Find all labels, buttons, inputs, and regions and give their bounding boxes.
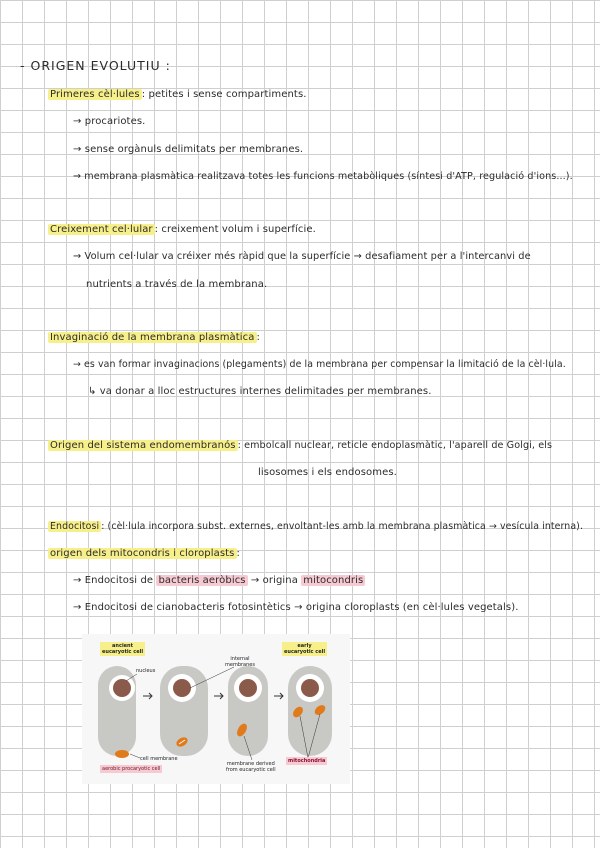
label-cell-membrane: cell membrane (140, 756, 178, 762)
sub-bullet: ↳ va donar a lloc estructures internes delimitades per membranes. (88, 386, 432, 397)
section-heading: Invaginació de la membrana plasmàtica (50, 332, 255, 343)
section-heading: origen dels mitocondris i cloroplasts (50, 548, 235, 559)
arrow-icon (214, 693, 223, 699)
bullet (73, 575, 365, 586)
highlight-mitocondris: mitocondris (303, 575, 364, 586)
section-text: : (cèl·lula incorpora subst. externes, envoltant-les amb la membrana plasmàtica → vesícula interna). (101, 521, 584, 532)
section-origen-mitocondris (48, 548, 240, 559)
section-invaginacio (48, 332, 260, 343)
bullet: → membrana plasmàtica realitzava totes les funcions metabòliques (síntesi d'ATP, regulació d'ions...). (73, 171, 573, 182)
section-heading: Primeres cèl·lules (50, 89, 140, 100)
bullet: → es van formar invaginacions (plegaments) de la membrana per compensar la limitació de la cèl·lula. (73, 359, 566, 370)
bullet: → procariotes. (73, 116, 146, 127)
endosymbiosis-figure (82, 634, 350, 784)
section-heading: Endocitosi (50, 521, 100, 532)
aerobic-bacterium-icon (115, 750, 129, 758)
section-primeres (48, 89, 307, 100)
bullet: → Endocitosi de cianobacteris fotosintètics → origina cloroplasts (en cèl·lules vegetals). (73, 602, 519, 613)
section-text: : petites i sense compartiments. (141, 89, 307, 100)
nucleus-icon (173, 679, 191, 697)
bullet: → Volum cel·lular va créixer més ràpid que la superfície → desafiament per a l'intercanvi de (73, 251, 531, 262)
section-heading: Creixement cel·lular (50, 224, 153, 235)
label-aerobic: aerobic procaryotic cell (102, 766, 161, 772)
nucleus-icon (239, 679, 257, 697)
section-heading: Origen del sistema endomembranós (50, 440, 236, 451)
section-text: : (236, 548, 240, 559)
label-nucleus: nucleus (136, 668, 156, 674)
nucleus-icon (113, 679, 131, 697)
label-internal-membranes: internal membranes (225, 656, 255, 668)
section-endocitosi (48, 521, 583, 532)
arrow-icon (143, 693, 152, 699)
bullet-text: → Endocitosi de (73, 575, 157, 586)
bullet-text: → origina (247, 575, 302, 586)
label-ancient: ancient eucaryotic cell (102, 643, 144, 655)
bullet-continuation: nutrients a través de la membrana. (86, 279, 268, 290)
highlight-bacteris: bacteris aeròbics (158, 575, 246, 586)
label-mitochondria: mitochondria (288, 758, 326, 764)
section-creixement (48, 224, 316, 235)
section-text: : embolcall nuclear, reticle endoplasmàtic, l'aparell de Golgi, els (237, 440, 553, 451)
bullet: → sense orgànuls delimitats per membranes. (73, 144, 304, 155)
section-endomembranos (48, 440, 552, 451)
arrow-icon (274, 693, 283, 699)
page-title: - ORIGEN EVOLUTIU : (20, 58, 171, 73)
label-derived: membrane derived from eucaryotic cell (226, 761, 276, 773)
section-text-continuation: lisosomes i els endosomes. (258, 467, 397, 478)
section-text: : (256, 332, 260, 343)
section-text: : creixement volum i superfície. (154, 224, 316, 235)
nucleus-icon (301, 679, 319, 697)
label-early: early eucaryotic cell (284, 643, 326, 655)
